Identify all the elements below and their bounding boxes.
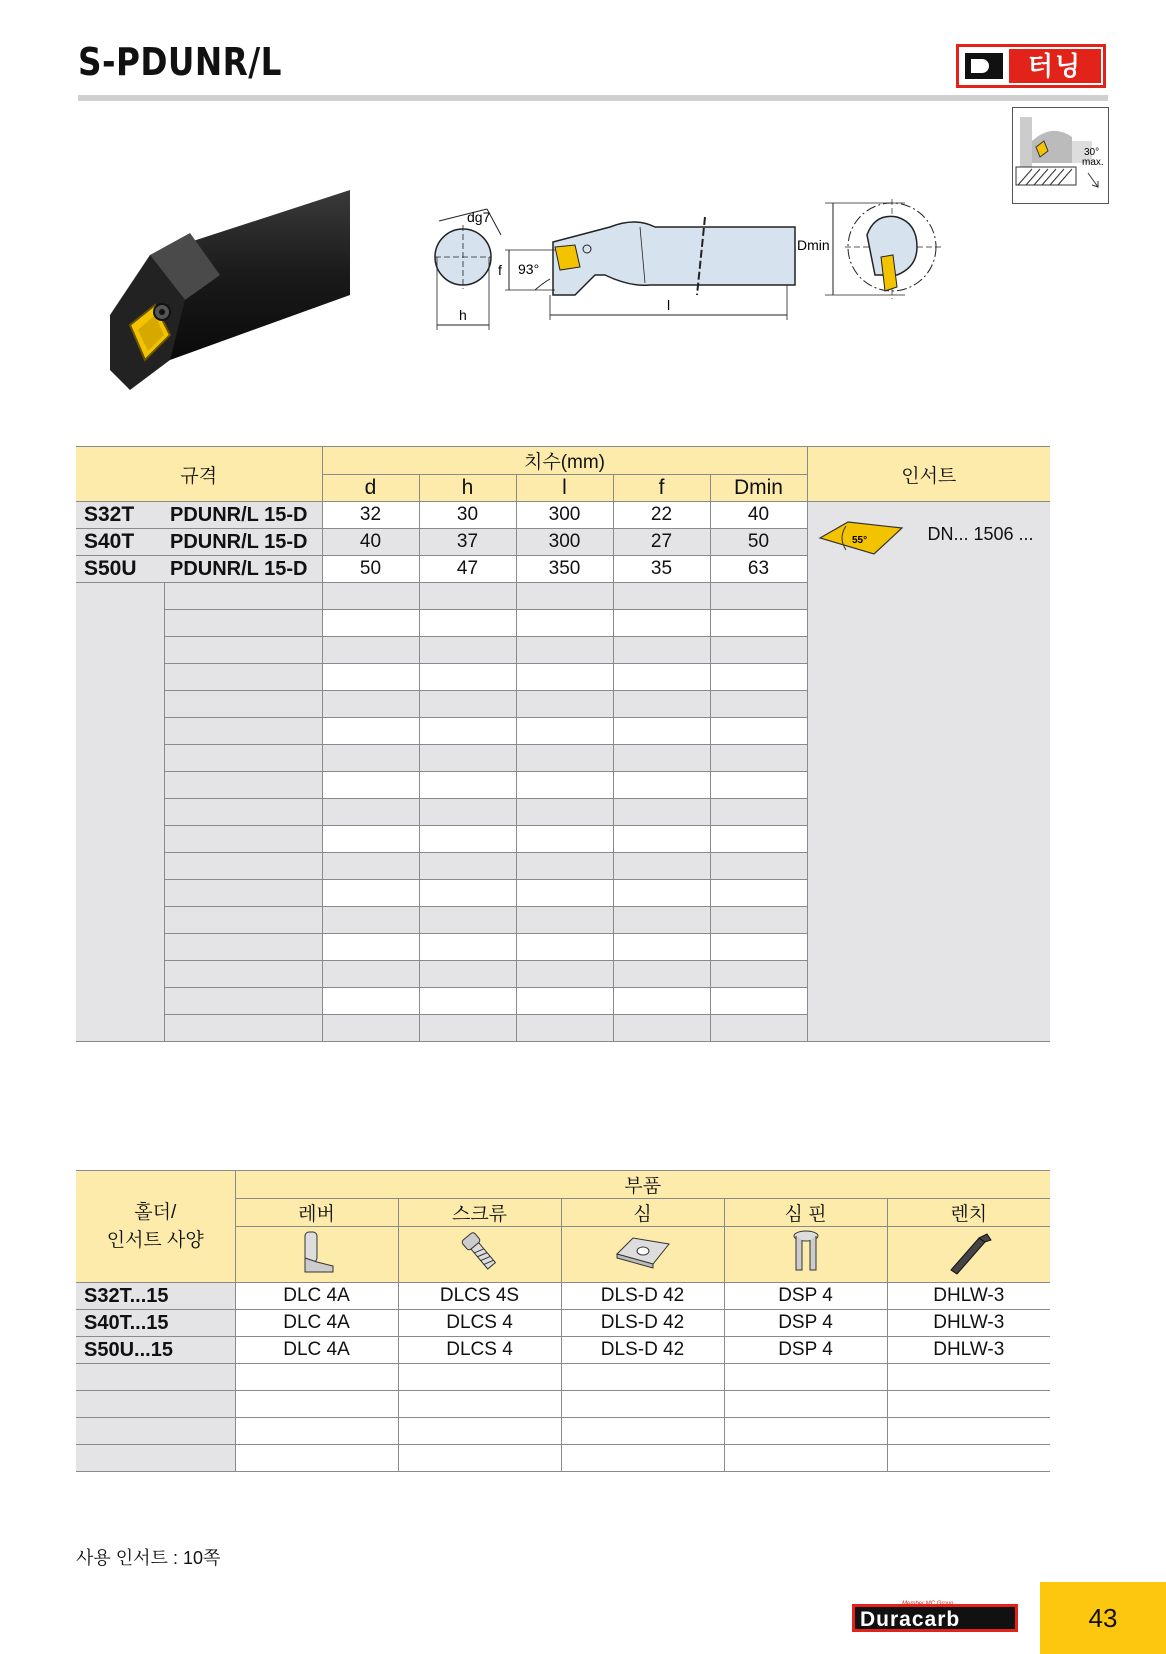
dimension-drawing (405, 195, 1005, 345)
col-l: l (516, 475, 613, 502)
cell-f: 35 (613, 556, 710, 583)
title-divider (78, 95, 1108, 101)
cell-dmin: 63 (710, 556, 807, 583)
cell-dmin: 40 (710, 502, 807, 529)
insert-code: DN... 1506 ... (927, 524, 1034, 544)
page-title: S-PDUNR/L (78, 40, 282, 84)
cell-lever: DLC 4A (235, 1283, 398, 1310)
logo-text: 터닝 (1009, 49, 1101, 83)
col-shim-pin: 심 핀 (724, 1199, 887, 1227)
col-wrench: 렌치 (887, 1199, 1050, 1227)
cell-shim: DLS-D 42 (561, 1337, 724, 1364)
screw-icon-cell (398, 1227, 561, 1283)
cell-shim: DLS-D 42 (561, 1310, 724, 1337)
cell-d: 50 (322, 556, 419, 583)
spec-model: PDUNR/L 15-D (164, 502, 322, 529)
lever-icon (297, 1228, 337, 1276)
spec-code: S50U (76, 556, 164, 583)
spec-model: PDUNR/L 15-D (164, 556, 322, 583)
insert-cell (807, 502, 1050, 1042)
cell-wrench: DHLW-3 (887, 1310, 1050, 1337)
cell-screw: DLCS 4 (398, 1337, 561, 1364)
col-dmin: Dmin (710, 475, 807, 502)
cell-f: 22 (613, 502, 710, 529)
cell-d: 40 (322, 529, 419, 556)
row-label: S32T...15 (76, 1283, 235, 1310)
cell-wrench: DHLW-3 (887, 1283, 1050, 1310)
empty-row (76, 1445, 1050, 1472)
max-angle-label: 30° (1084, 147, 1100, 158)
empty-row (76, 1364, 1050, 1391)
page-number: 43 (1040, 1582, 1166, 1654)
shim-icon (613, 1232, 673, 1272)
cell-f: 27 (613, 529, 710, 556)
l-label: l (667, 297, 671, 313)
shim-pin-icon (786, 1228, 826, 1276)
row-label: S50U...15 (76, 1337, 235, 1364)
cell-shim-pin: DSP 4 (724, 1283, 887, 1310)
col-h: h (419, 475, 516, 502)
spec-code: S32T (76, 502, 164, 529)
footer-brand: Duracarb (860, 1608, 961, 1631)
angle-label: 93° (518, 261, 540, 277)
spec-header: 규격 (76, 447, 322, 502)
dims-header: 치수(mm) (322, 447, 807, 475)
holder-header: 홀더/ 인서트 사양 (76, 1171, 235, 1283)
cell-l: 300 (516, 529, 613, 556)
insert-header: 인서트 (807, 447, 1050, 502)
spec-table (76, 446, 1050, 1042)
cell-l: 300 (516, 502, 613, 529)
wrench-icon (945, 1228, 993, 1276)
col-d: d (322, 475, 419, 502)
empty-row (76, 1418, 1050, 1445)
spec-code: S40T (76, 529, 164, 556)
tool-holder-image (110, 185, 355, 395)
max-label: max. (1082, 157, 1104, 168)
table-row (76, 1337, 1050, 1364)
brand-logo (956, 44, 1106, 88)
empty-row (76, 1391, 1050, 1418)
duracarb-logo (852, 1600, 1018, 1634)
screw-icon (456, 1228, 504, 1276)
parts-header: 부품 (235, 1171, 1050, 1199)
cell-wrench: DHLW-3 (887, 1337, 1050, 1364)
cell-dmin: 50 (710, 529, 807, 556)
cell-screw: DLCS 4 (398, 1310, 561, 1337)
dg7-label: dg7 (467, 209, 491, 225)
table-row (76, 502, 1050, 529)
cell-d: 32 (322, 502, 419, 529)
row-label: S40T...15 (76, 1310, 235, 1337)
application-icon (1012, 107, 1109, 204)
f-label: f (498, 262, 502, 278)
col-f: f (613, 475, 710, 502)
cell-lever: DLC 4A (235, 1337, 398, 1364)
cell-screw: DLCS 4S (398, 1283, 561, 1310)
dmin-label: Dmin (797, 237, 830, 253)
insert-angle: 55° (851, 535, 867, 546)
cell-h: 30 (419, 502, 516, 529)
shim-icon-cell (561, 1227, 724, 1283)
footer-tagline: Member MC Group (902, 1601, 954, 1607)
cell-lever: DLC 4A (235, 1310, 398, 1337)
lever-icon-cell (235, 1227, 398, 1283)
spec-model: PDUNR/L 15-D (164, 529, 322, 556)
insert-diamond-icon (818, 518, 904, 558)
table-row (76, 1283, 1050, 1310)
cell-shim-pin: DSP 4 (724, 1310, 887, 1337)
cell-h: 37 (419, 529, 516, 556)
table-row (76, 1310, 1050, 1337)
logo-d-mark (965, 53, 1003, 79)
col-screw: 스크류 (398, 1199, 561, 1227)
parts-table (76, 1170, 1050, 1472)
insert-reference-note: 사용 인서트 : 10쪽 (76, 1548, 221, 1568)
cell-l: 350 (516, 556, 613, 583)
cell-shim: DLS-D 42 (561, 1283, 724, 1310)
col-lever: 레버 (235, 1199, 398, 1227)
shim-pin-icon-cell (724, 1227, 887, 1283)
col-shim: 심 (561, 1199, 724, 1227)
cell-h: 47 (419, 556, 516, 583)
wrench-icon-cell (887, 1227, 1050, 1283)
cell-shim-pin: DSP 4 (724, 1337, 887, 1364)
h-label: h (459, 307, 467, 323)
